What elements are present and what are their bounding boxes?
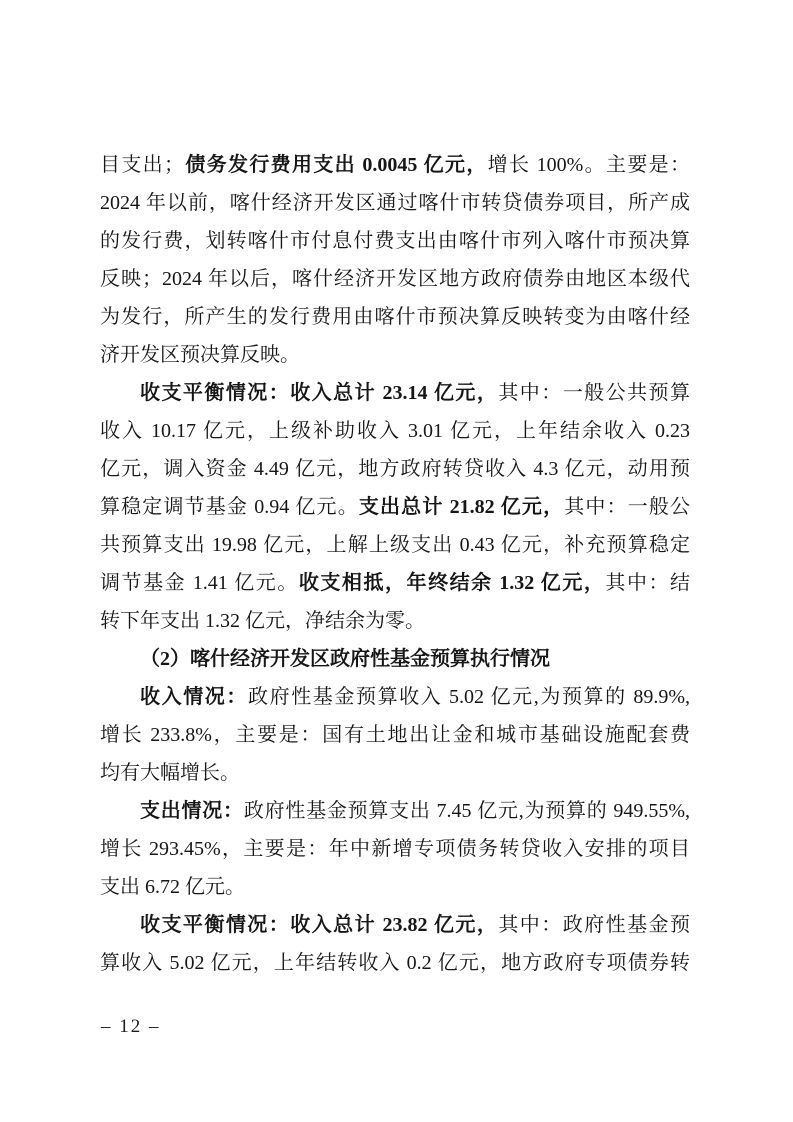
text-line <box>100 298 690 336</box>
text-line <box>100 906 690 944</box>
text-line <box>100 754 690 792</box>
text-line <box>100 716 690 754</box>
bold-text-run: 收支平衡情况：收入总计 23.14 亿元， <box>140 382 499 404</box>
text-run: 政府性基金预算收入 5.02 亿元,为预算的 89.9%, <box>248 686 690 708</box>
text-line <box>100 412 690 450</box>
text-line <box>100 830 690 868</box>
text-line <box>100 450 690 488</box>
text-line <box>100 526 690 564</box>
text-run: 其中：结 <box>605 572 690 594</box>
text-line <box>100 374 690 412</box>
bold-text-run: 收入情况： <box>140 686 248 708</box>
text-line <box>100 640 690 678</box>
text-line <box>100 146 690 184</box>
text-line <box>100 488 690 526</box>
text-run: 目支出； <box>100 154 184 176</box>
text-run: 为发行，所产生的发行费用由喀什市预决算反映转变为由喀什经 <box>100 306 690 328</box>
document-body <box>100 146 690 982</box>
text-line <box>100 564 690 602</box>
text-run: 增长 233.8%，主要是：国有土地出让金和城市基础设施配套费 <box>100 724 690 746</box>
text-line <box>100 336 690 374</box>
text-run: 反映；2024 年以后，喀什经济开发区地方政府债券由地区本级代 <box>100 268 690 290</box>
bold-text-run: 支出情况： <box>140 800 244 822</box>
text-run: 的发行费，划转喀什市付息付费支出由喀什市列入喀什市预决算 <box>100 230 690 252</box>
text-run: 增长 100%。主要是： <box>487 154 690 176</box>
text-run: 政府性基金预算支出 7.45 亿元,为预算的 949.55%, <box>243 800 690 822</box>
text-line <box>100 868 690 906</box>
bold-text-run: 收支平衡情况：收入总计 23.82 亿元， <box>140 914 499 936</box>
text-line <box>100 944 690 982</box>
bold-text-run: 支出总计 21.82 亿元， <box>358 496 565 518</box>
bold-text-run: 收支相抵，年终结余 1.32 亿元， <box>298 572 606 594</box>
text-line <box>100 184 690 222</box>
text-line <box>100 602 690 640</box>
text-run: 转下年支出 1.32 亿元，净结余为零。 <box>100 610 425 632</box>
text-line <box>100 792 690 830</box>
page-number: – 12 – <box>101 1016 161 1037</box>
text-run: 增长 293.45%，主要是：年中新增专项债务转贷收入安排的项目 <box>100 838 690 860</box>
text-run: 支出 6.72 亿元。 <box>100 876 245 898</box>
text-run: 其中：一般公共预算 <box>498 382 690 404</box>
page-footer <box>101 1012 161 1042</box>
text-run: 2024 年以前，喀什经济开发区通过喀什市转贷债券项目，所产成 <box>100 192 690 214</box>
text-run: 均有大幅增长。 <box>100 762 240 784</box>
text-line <box>100 222 690 260</box>
bold-text-run: 债务发行费用支出 0.0045 亿元， <box>184 154 488 176</box>
text-run: 亿元，调入资金 4.49 亿元，地方政府转贷收入 4.3 亿元，动用预 <box>100 458 690 480</box>
text-line <box>100 260 690 298</box>
text-run: 算稳定调节基金 0.94 亿元。 <box>100 496 359 518</box>
bold-text-run: （2）喀什经济开发区政府性基金预算执行情况 <box>140 648 550 670</box>
text-run: 其中：政府性基金预 <box>498 914 690 936</box>
text-run: 算收入 5.02 亿元，上年结转收入 0.2 亿元，地方政府专项债券转 <box>100 952 690 974</box>
text-run: 收入 10.17 亿元，上级补助收入 3.01 亿元，上年结余收入 0.23 <box>100 420 690 442</box>
text-run: 其中：一般公 <box>564 496 690 518</box>
text-run: 共预算支出 19.98 亿元，上解上级支出 0.43 亿元，补充预算稳定 <box>100 534 690 556</box>
text-run: 济开发区预决算反映。 <box>100 344 300 366</box>
text-line <box>100 678 690 716</box>
text-run: 调节基金 1.41 亿元。 <box>100 572 299 594</box>
